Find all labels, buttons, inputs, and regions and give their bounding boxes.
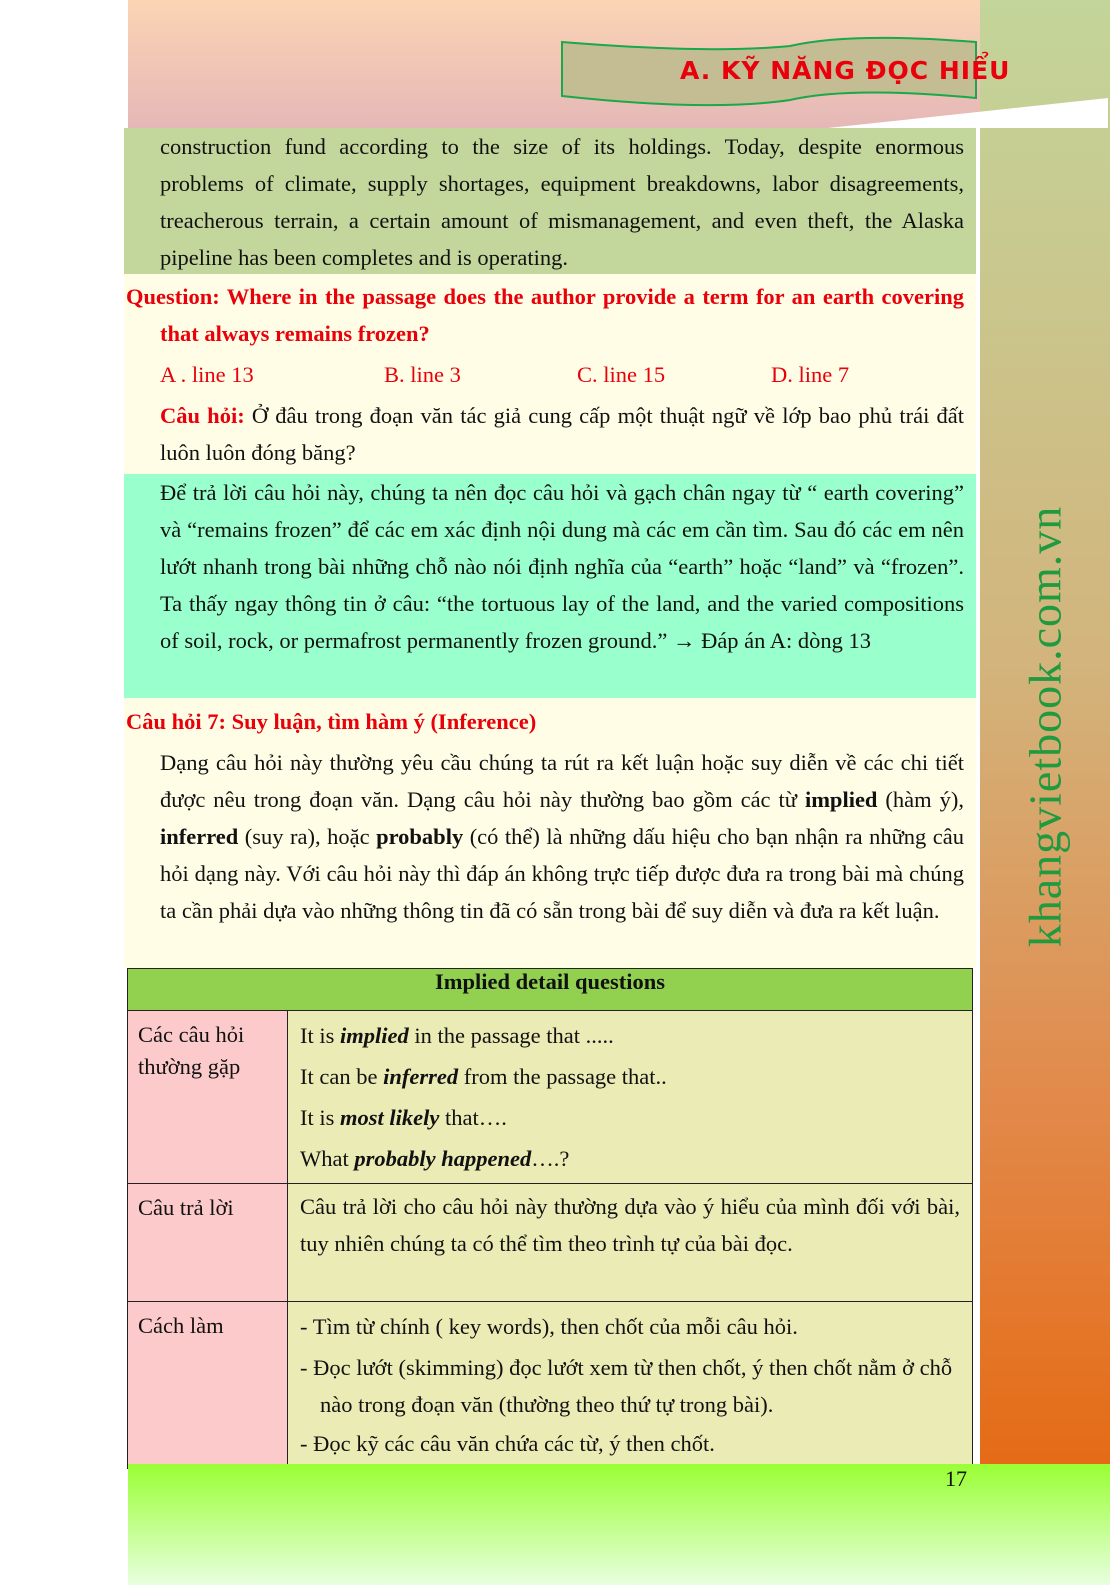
section-7-heading: Câu hỏi 7: Suy luận, tìm hàm ý (Inference): [126, 709, 537, 734]
section-7-body: Dạng câu hỏi này thường yêu cầu chúng ta rút ra kết luận hoặc suy diễn về các chi tiết được nêu trong đoạn văn. Dạng câu hỏi này thường bao gồm các từ implied (hàm ý), inferred (suy ra), hoặc probably (có thể) là những dấu hiệu cho bạn nhận ra những câu hỏi dạng này. Với câu hỏi này thì đáp án không trực tiếp được đưa ra trong bài mà chúng ta cần phải dựa vào những thông tin đã có sẵn trong bài để suy diễn và đưa ra kết luận.: [160, 750, 964, 923]
page-number: 17: [945, 1466, 967, 1491]
option-b: B. line 3: [384, 362, 461, 387]
option-d: D. line 7: [771, 362, 850, 387]
passage-excerpt: construction fund according to the size of its holdings. Today, despite enormous problems of climate, supply shortages, equipment breakdowns, labor disagreements, treacherous terrain, a certain amount of mismanagement, and even theft, the Alaska pipeline has been completes and is operating.: [124, 128, 976, 274]
table-row: Cách làm - Tìm từ chính ( key words), then chốt của mỗi câu hỏi. - Đọc lướt (skimming) đọc lướt xem từ then chốt, ý then chốt nằm ở chỗ nào trong đoạn văn (thường theo thứ tự trong bài). - Đọc kỹ các câu văn chứa các từ, ý then chốt.: [128, 1302, 973, 1469]
implied-questions-table: [127, 968, 973, 1469]
explanation: Để trả lời câu hỏi này, chúng ta nên đọc câu hỏi và gạch chân ngay từ “ earth covering” và “remains frozen” để các em xác định nội dung mà các em cần tìm. Sau đó các em nên lướt nhanh trong bài những chỗ nào nói định nghĩa của “earth” hoặc “land” và “frozen”. Ta thấy ngay thông tin ở câu: “the tortuous lay of the land, and the varied compositions of soil, rock, or permafrost permanently frozen ground.” → Đáp án A: dòng 13: [124, 474, 976, 698]
answer-options: [126, 356, 964, 393]
table-row: Câu trả lời Câu trả lời cho câu hỏi này thường dựa vào ý hiểu của mình đối với bài, tuy nhiên chúng ta có thể tìm theo trình tự của bài đọc.: [128, 1184, 973, 1302]
question-text: Question: Where in the passage does the author provide a term for an earth covering that always remains frozen?: [126, 284, 964, 346]
question-vi: Câu hỏi: Ở đâu trong đoạn văn tác giả cung cấp một thuật ngữ về lớp bao phủ trái đất luôn luôn đóng băng?: [160, 403, 964, 465]
table-row: Các câu hỏi thường gặp It is implied in the passage that ..... It can be inferred from the passage that.. It is most likely that…. What probably happened….?: [128, 1011, 973, 1184]
website-watermark: khangvietbook.com.vn: [1019, 505, 1071, 948]
sidebar-band: [980, 0, 1110, 1475]
section-7: [124, 703, 976, 929]
option-c: C. line 15: [577, 362, 666, 387]
option-a: A . line 13: [160, 362, 254, 387]
table-title: Implied detail questions: [128, 969, 973, 1011]
question: [124, 278, 976, 471]
section-title: A. KỸ NĂNG ĐỌC HIỂU: [680, 56, 1011, 85]
